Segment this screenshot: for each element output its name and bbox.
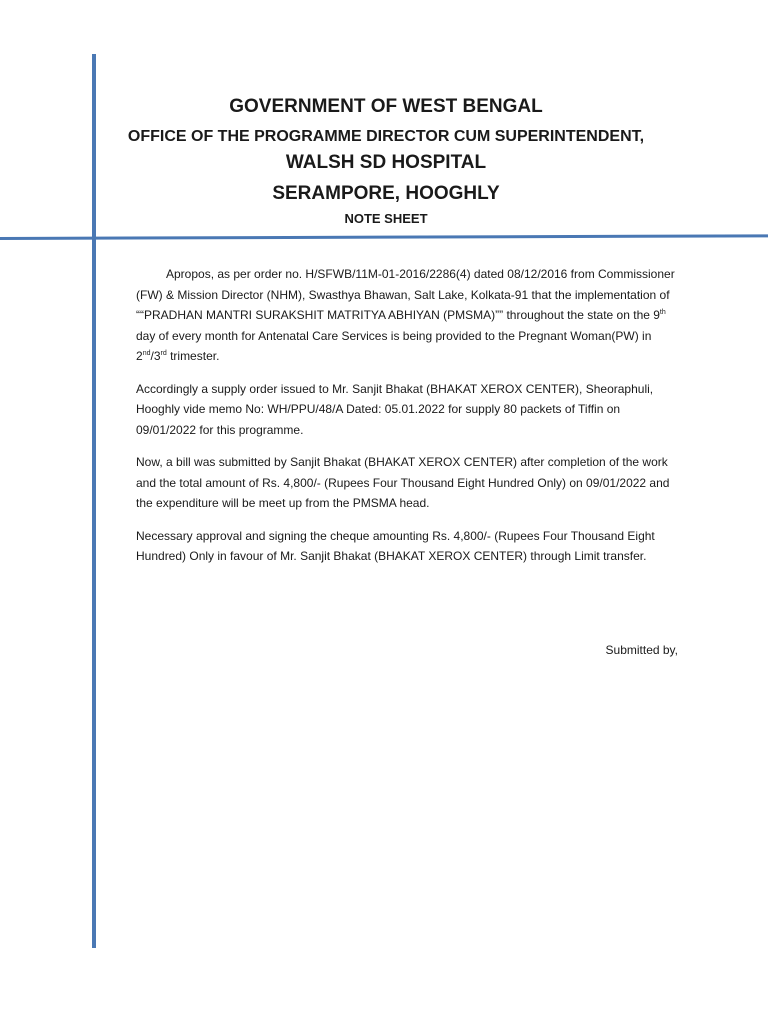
para1-text-a: Apropos, as per order no. H/SFWB/11M-01-2016/2286(4) dated 08/12/2016 from Commissioner (FW) & Mission Director (NHM), Swasthya Bhawan, Salt Lake, Kolkata-91 that the implementation of ““PRADHAN MANTRI SURAKSHIT MATRITYA ABHIYAN (PMSMA)”” throughout the state on the 9 — [136, 267, 675, 322]
location: SERAMPORE, HOOGHLY — [272, 183, 500, 204]
paragraph-bill: Now, a bill was submitted by Sanjit Bhakat (BHAKAT XEROX CENTER) after completion of the work and the total amount of Rs. 4,800/- (Rupees Four Thousand Eight Hundred Only) on 09/01/2022 and the expenditure will be meet up from the PMSMA head. — [136, 455, 670, 510]
para1-text-c: /3 — [150, 349, 161, 363]
para1-sup-th: th — [659, 309, 666, 316]
hospital-name: WALSH SD HOSPITAL — [285, 152, 487, 173]
paragraph-supply-order: Accordingly a supply order issued to Mr. Sanjit Bhakat (BHAKAT XEROX CENTER), Sheoraphuli, Hooghly vide memo No: WH/PPU/48/A Dated: 05.01.2022 for supply 80 packets of Tiffin on 09/01/2022 for this programme. — [136, 381, 654, 437]
para1-text-d: trimester. — [166, 349, 220, 363]
government-title: GOVERNMENT OF WEST BENGAL — [229, 96, 543, 117]
paragraph-apropos — [136, 264, 676, 367]
para1-sup-nd: nd — [142, 350, 151, 357]
office-title: OFFICE OF THE PROGRAMME DIRECTOR CUM SUPERINTENDENT, — [127, 128, 645, 145]
paragraph-approval: Necessary approval and signing the cheque amounting Rs. 4,800/- (Rupees Four Thousand Eight Hundred) Only in favour of Mr. Sanjit Bhakat (BHAKAT XEROX CENTER) through Limit transfer. — [136, 528, 655, 563]
note-body — [136, 264, 676, 579]
para1-text-b: day of every month for Antenatal Care Services is being provided to the Pregnant Woman(PW) in 2 — [136, 328, 652, 363]
horizontal-header-line — [0, 234, 768, 240]
submitted-by: Submitted by, — [605, 643, 678, 657]
document-type: NOTE SHEET — [344, 211, 428, 226]
para1-sup-rd: rd — [160, 350, 167, 357]
